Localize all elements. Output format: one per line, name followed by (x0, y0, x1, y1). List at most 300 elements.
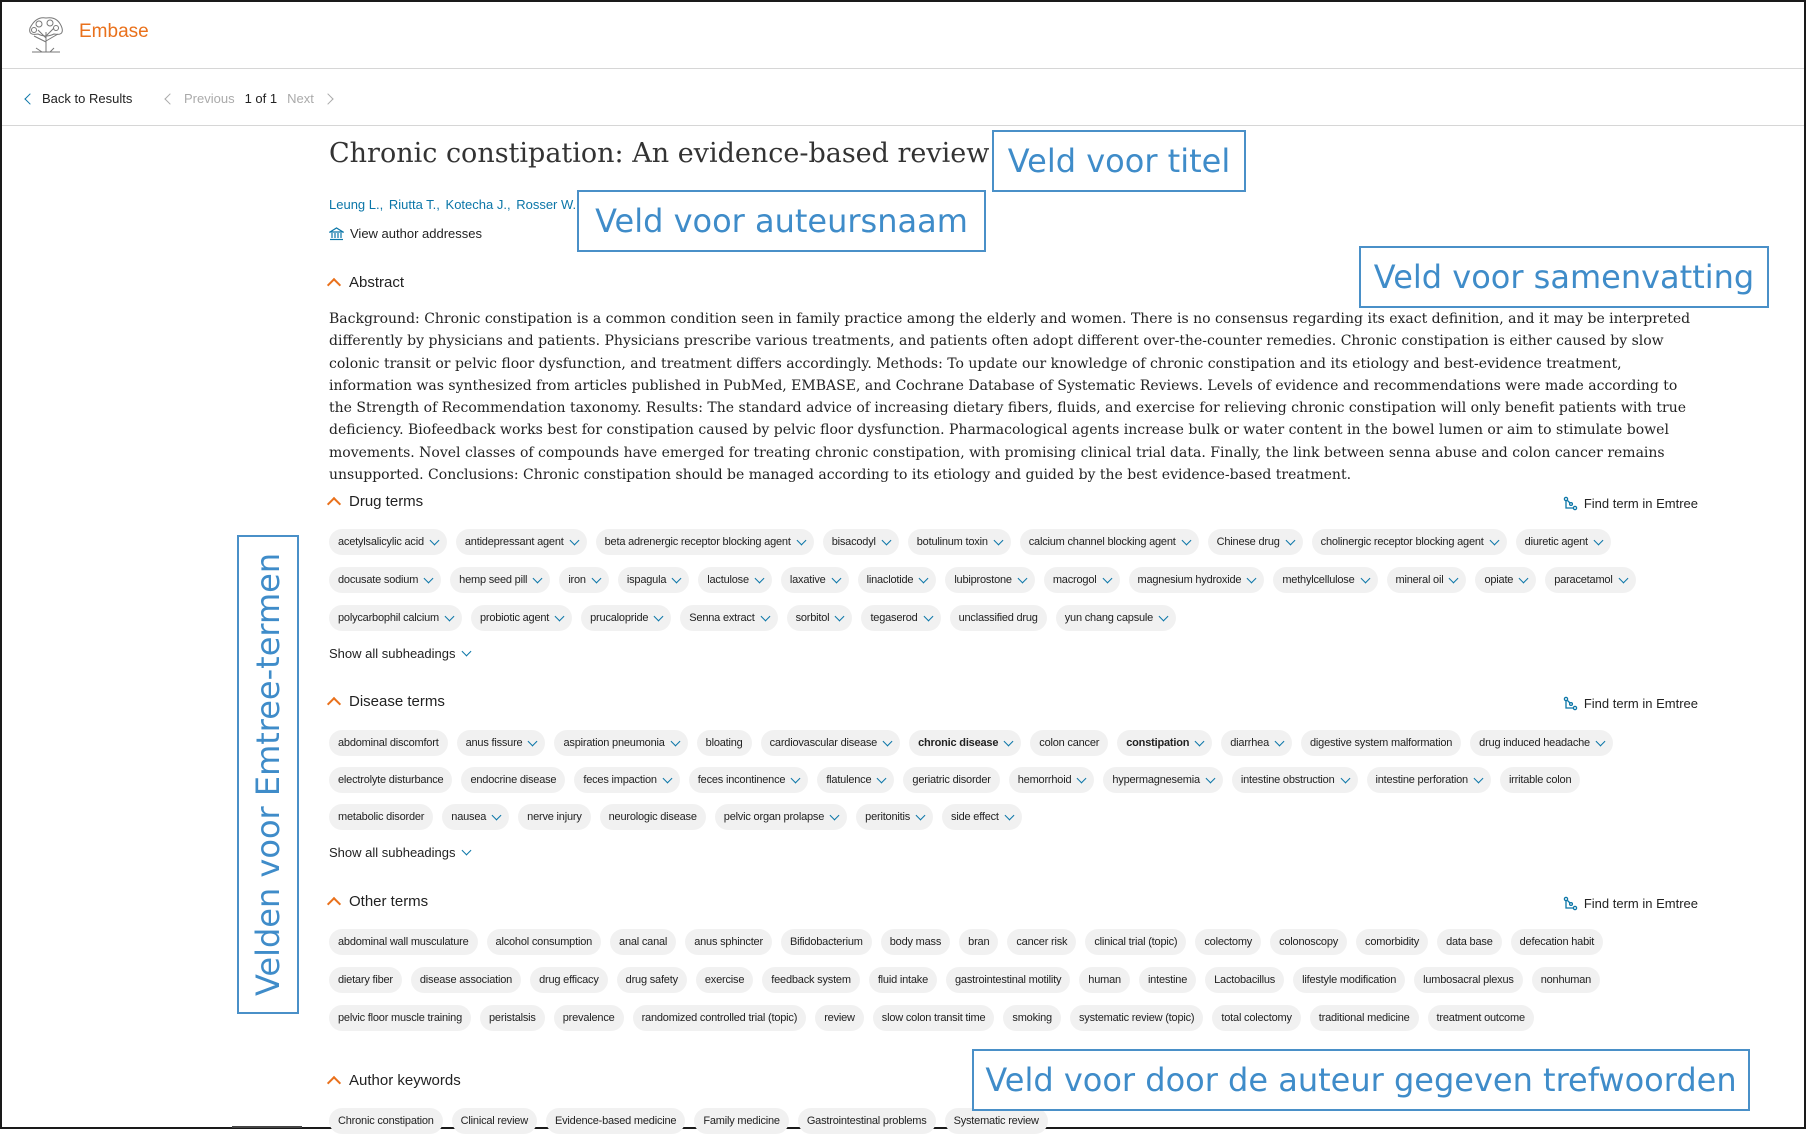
disease-terms-row-1 (329, 730, 1613, 756)
find-term-in-emtree-link[interactable] (1563, 896, 1698, 911)
term-label: constipation (1126, 737, 1190, 749)
term-label: prevalence (562, 1012, 615, 1024)
page-indicator: 1 of 1 (244, 91, 278, 106)
term-chip[interactable] (329, 605, 462, 631)
term-label: hemorrhoid (1017, 774, 1072, 786)
term-label: total colectomy (1221, 1012, 1292, 1024)
term-chip[interactable] (1212, 1005, 1300, 1031)
term-chip[interactable] (1428, 1005, 1534, 1031)
term-label: electrolyte disturbance (338, 774, 444, 786)
show-all-subheadings-label: Show all subheadings (329, 646, 456, 661)
term-label: irritable colon (1508, 774, 1572, 786)
term-chip[interactable] (817, 767, 894, 793)
term-chip[interactable] (1205, 967, 1284, 993)
term-chip[interactable] (1470, 730, 1613, 756)
chevron-down-icon[interactable] (919, 573, 929, 583)
term-chip[interactable] (1511, 929, 1603, 955)
chevron-down-icon[interactable] (754, 573, 764, 583)
find-term-label: Find term in Emtree (1583, 696, 1698, 711)
institution-icon (329, 227, 344, 241)
term-chip[interactable] (554, 730, 687, 756)
term-label: intestine (1147, 974, 1188, 986)
term-label: prucalopride (590, 612, 649, 624)
term-chip[interactable] (457, 730, 546, 756)
keyword-chip[interactable]: Systematic review (945, 1108, 1048, 1134)
chevron-down-icon[interactable] (993, 535, 1003, 545)
term-chip[interactable] (908, 529, 1011, 555)
term-label: anus fissure (465, 737, 523, 749)
term-chip[interactable] (1030, 730, 1108, 756)
term-chip[interactable] (329, 967, 402, 993)
term-chip[interactable] (329, 804, 433, 830)
term-label: Lactobacillus (1214, 974, 1276, 986)
chevron-down-icon (462, 647, 472, 657)
chevron-down-icon[interactable] (672, 573, 682, 583)
next-button[interactable]: Next (287, 91, 314, 106)
chevron-down-icon[interactable] (881, 535, 891, 545)
term-label: bloating (705, 737, 743, 749)
term-chip[interactable] (518, 804, 590, 830)
term-chip[interactable] (945, 567, 1035, 593)
term-chip[interactable] (858, 567, 937, 593)
term-chip[interactable] (450, 567, 550, 593)
term-chip[interactable] (1079, 967, 1130, 993)
term-label: disease association (419, 974, 513, 986)
term-label: alcohol consumption (495, 936, 593, 948)
disease-terms-row-3 (329, 804, 1022, 830)
term-chip[interactable] (1437, 929, 1502, 955)
brand-name[interactable]: Embase (79, 21, 149, 42)
term-label: antidepressant agent (464, 536, 564, 548)
other-terms-heading: Other terms (349, 893, 429, 910)
show-all-subheadings-label: Show all subheadings (329, 845, 456, 860)
term-chip[interactable] (909, 730, 1021, 756)
term-label: unclassified drug (958, 612, 1038, 624)
term-label: nausea (451, 811, 487, 823)
pager (166, 91, 332, 106)
term-chip[interactable] (861, 605, 940, 631)
chevron-down-icon[interactable] (830, 810, 840, 820)
term-chip[interactable] (1003, 1005, 1061, 1031)
term-label: feces incontinence (697, 774, 786, 786)
chevron-down-icon[interactable] (877, 773, 887, 783)
term-chip[interactable] (487, 929, 601, 955)
abstract-text: Background: Chronic constipation is a common condition seen in family practice among the elderly and women. There is no consensus regarding its exact definition, and it may be interpreted differently by physicians and patients. Physicians prescribe various treatments, and patients often adopt different over-the-counter remedies. Chronic constipation is either caused by slow colonic transit or pelvic floor dysfunction, and treatment differs accordingly. Methods: To update our knowledge of chronic constipation and its etiology and best-evidence treatment, information was synthesized from articles published in PubMed, EMBASE, and Cochrane Database of Systematic Reviews. Levels of evidence and recommendations were made according to the Strength of Recommendation taxonomy. Results: The standard advice of increasing dietary fibers, fluids, and exercise for relieving chronic constipation will only benefit patients with true deficiency. Biofeedback works best for constipation caused by pelvic floor dysfunction. Pharmacological agents increase bulk or water content in the bowel lumen or aim to stimulate bowel movements. Novel classes of compounds have emerged for treating chronic constipation, with promising clinical trial data. Finally, the link between senna abuse and colon cancer remains unsupported. Conclusions: Chronic constipation should be managed according to its etiology and guided by the best evidence-based treatment. (329, 311, 1691, 484)
find-term-in-emtree-link[interactable] (1563, 496, 1698, 511)
term-label: iron (568, 574, 586, 586)
term-chip[interactable] (698, 567, 772, 593)
term-label: anus sphincter (694, 936, 763, 948)
term-chip[interactable] (680, 605, 777, 631)
elsevier-tree-logo-icon[interactable] (24, 14, 68, 54)
term-chip[interactable] (1293, 967, 1405, 993)
show-all-subheadings-button[interactable] (329, 845, 470, 860)
term-label: metabolic disorder (338, 811, 425, 823)
chevron-left-icon (24, 93, 35, 104)
chevron-down-icon[interactable] (424, 573, 434, 583)
chevron-down-icon[interactable] (555, 611, 565, 621)
chevron-down-icon[interactable] (923, 611, 933, 621)
term-label: lubiprostone (954, 574, 1012, 586)
author-keywords-row (329, 1108, 1048, 1134)
term-chip[interactable] (633, 1005, 807, 1031)
term-label: slow colon transit time (881, 1012, 986, 1024)
term-chip[interactable] (1208, 529, 1303, 555)
chevron-down-icon[interactable] (1593, 535, 1603, 545)
term-label: geriatric disorder (912, 774, 991, 786)
term-chip[interactable] (581, 605, 671, 631)
chevron-down-icon[interactable] (1247, 573, 1257, 583)
term-chip[interactable] (442, 804, 509, 830)
term-chip[interactable] (1532, 967, 1600, 993)
chevron-down-icon[interactable] (1360, 573, 1370, 583)
chevron-down-icon[interactable] (1004, 736, 1014, 746)
term-chip[interactable] (559, 567, 609, 593)
chevron-right-icon (322, 93, 333, 104)
find-term-label: Find term in Emtree (1583, 496, 1698, 511)
term-label: laxative (789, 574, 826, 586)
other-terms-toggle[interactable] (329, 893, 428, 910)
term-chip[interactable] (329, 529, 447, 555)
term-chip[interactable] (781, 567, 849, 593)
term-label: macrogol (1052, 574, 1097, 586)
term-chip[interactable] (1414, 967, 1523, 993)
term-label: lifestyle modification (1302, 974, 1397, 986)
term-chip[interactable] (329, 929, 478, 955)
chevron-down-icon[interactable] (1340, 773, 1350, 783)
chevron-down-icon[interactable] (492, 810, 502, 820)
chevron-down-icon[interactable] (1285, 535, 1295, 545)
term-chip[interactable] (1273, 567, 1377, 593)
term-label: defecation habit (1519, 936, 1595, 948)
term-chip[interactable] (1270, 929, 1347, 955)
term-label: sorbitol (795, 612, 830, 624)
chevron-down-icon[interactable] (1077, 773, 1087, 783)
term-chip[interactable] (762, 967, 860, 993)
term-chip[interactable] (1129, 567, 1265, 593)
term-chip[interactable] (329, 767, 452, 793)
keyword-chip[interactable]: Gastrointestinal problems (798, 1108, 936, 1134)
term-chip[interactable] (1009, 767, 1095, 793)
term-chip[interactable] (942, 804, 1022, 830)
term-chip[interactable] (903, 767, 999, 793)
term-chip[interactable] (617, 967, 687, 993)
back-to-results-label: Back to Results (42, 91, 133, 106)
chevron-up-icon (327, 697, 341, 711)
term-chip[interactable] (815, 1005, 864, 1031)
term-chip[interactable] (471, 605, 572, 631)
term-chip[interactable] (574, 767, 679, 793)
term-chip[interactable] (456, 529, 587, 555)
disease-terms-row-2 (329, 767, 1580, 793)
chevron-down-icon[interactable] (662, 773, 672, 783)
term-chip[interactable] (689, 767, 809, 793)
term-label: methylcellulose (1282, 574, 1355, 586)
chevron-down-icon[interactable] (1519, 573, 1529, 583)
term-chip[interactable] (1020, 529, 1199, 555)
term-label: probiotic agent (479, 612, 550, 624)
term-label: nerve injury (527, 811, 582, 823)
term-label: intestine perforation (1375, 774, 1468, 786)
term-chip[interactable] (329, 567, 441, 593)
term-chip[interactable] (781, 929, 872, 955)
chevron-up-icon (327, 497, 341, 511)
term-label: hemp seed pill (459, 574, 528, 586)
chevron-down-icon[interactable] (1017, 573, 1027, 583)
chevron-down-icon[interactable] (1102, 573, 1112, 583)
term-label: cancer risk (1016, 936, 1068, 948)
term-chip[interactable] (1301, 730, 1461, 756)
term-label: bisacodyl (831, 536, 876, 548)
chevron-down-icon[interactable] (1596, 736, 1606, 746)
find-term-in-emtree-link[interactable] (1563, 696, 1698, 711)
term-label: aspiration pneumonia (563, 737, 665, 749)
term-label: cardiovascular disease (769, 737, 878, 749)
emtree-tree-icon (1563, 896, 1578, 911)
term-label: hypermagnesemia (1112, 774, 1200, 786)
term-chip[interactable] (856, 804, 933, 830)
term-label: calcium channel blocking agent (1028, 536, 1176, 548)
term-chip[interactable] (461, 767, 565, 793)
term-chip[interactable] (869, 967, 937, 993)
term-chip[interactable] (787, 605, 853, 631)
abstract-heading: Abstract (349, 274, 405, 291)
chevron-down-icon[interactable] (1181, 535, 1191, 545)
term-label: cholinergic receptor blocking agent (1320, 536, 1484, 548)
author-link[interactable]: Riutta T., (388, 197, 440, 212)
term-chip[interactable] (823, 529, 899, 555)
emtree-tree-icon (1563, 496, 1578, 511)
term-chip[interactable] (1545, 567, 1635, 593)
term-chip[interactable] (881, 929, 950, 955)
term-chip[interactable] (600, 804, 706, 830)
other-terms-row-3 (329, 1005, 1534, 1031)
keyword-chip[interactable]: Clinical review (452, 1108, 537, 1134)
term-chip[interactable] (1007, 929, 1076, 955)
term-chip[interactable] (1367, 767, 1491, 793)
term-label: drug efficacy (539, 974, 599, 986)
author-keywords-heading: Author keywords (349, 1072, 461, 1089)
emtree-fields-callout: Velden voor Emtree-termen (237, 535, 299, 1014)
drug-terms-row-1 (329, 529, 1611, 555)
drug-terms-row-2 (329, 567, 1636, 593)
term-label: Chinese drug (1216, 536, 1280, 548)
chevron-down-icon[interactable] (1618, 573, 1628, 583)
term-label: comorbidity (1365, 936, 1420, 948)
drug-terms-toggle[interactable] (329, 493, 423, 510)
term-chip[interactable] (1070, 1005, 1203, 1031)
term-label: neurologic disease (608, 811, 697, 823)
show-all-subheadings-button[interactable] (329, 646, 470, 661)
chevron-down-icon[interactable] (528, 736, 538, 746)
author-link[interactable]: Rosser W. (516, 197, 577, 212)
view-author-addresses-label: View author addresses (350, 226, 483, 241)
term-chip[interactable] (1232, 767, 1358, 793)
term-chip[interactable] (950, 605, 1047, 631)
chevron-left-icon (164, 93, 175, 104)
disease-terms-toggle[interactable] (329, 693, 445, 710)
chevron-down-icon[interactable] (591, 573, 601, 583)
term-label: randomized controlled trial (topic) (641, 1012, 798, 1024)
term-chip[interactable] (946, 967, 1070, 993)
drug-terms-heading: Drug terms (349, 493, 424, 510)
term-label: diuretic agent (1524, 536, 1588, 548)
term-label: lactulose (707, 574, 749, 586)
chevron-down-icon[interactable] (1195, 736, 1205, 746)
term-label: drug induced headache (1479, 737, 1590, 749)
term-chip[interactable] (1387, 567, 1467, 593)
term-label: lumbosacral plexus (1423, 974, 1514, 986)
term-chip[interactable] (1139, 967, 1196, 993)
chevron-down-icon[interactable] (796, 535, 806, 545)
term-chip[interactable] (1500, 767, 1580, 793)
term-label: colon cancer (1039, 737, 1100, 749)
chevron-down-icon[interactable] (1004, 810, 1014, 820)
chevron-down-icon[interactable] (1275, 736, 1285, 746)
chevron-down-icon[interactable] (791, 773, 801, 783)
chevron-down-icon[interactable] (883, 736, 893, 746)
term-label: opiate (1484, 574, 1514, 586)
emtree-tree-icon (1563, 696, 1578, 711)
term-chip[interactable] (1085, 929, 1186, 955)
drug-terms-row-3 (329, 605, 1176, 631)
author-keywords-toggle[interactable] (329, 1072, 461, 1089)
other-terms-row-2 (329, 967, 1600, 993)
chevron-up-icon (327, 278, 341, 292)
term-chip[interactable] (1312, 529, 1507, 555)
term-label: beta adrenergic receptor blocking agent (604, 536, 791, 548)
term-chip[interactable] (480, 1005, 545, 1031)
chevron-down-icon[interactable] (1159, 611, 1169, 621)
chevron-down-icon[interactable] (760, 611, 770, 621)
term-chip[interactable] (329, 1005, 471, 1031)
term-label: treatment outcome (1436, 1012, 1525, 1024)
term-label: peristalsis (489, 1012, 536, 1024)
term-label: abdominal discomfort (338, 737, 439, 749)
term-chip[interactable] (1044, 567, 1120, 593)
term-label: review (824, 1012, 855, 1024)
term-label: botulinum toxin (916, 536, 988, 548)
term-label: acetylsalicylic acid (338, 536, 424, 548)
term-chip[interactable] (618, 567, 689, 593)
term-label: linaclotide (866, 574, 914, 586)
abstract-toggle[interactable] (329, 274, 404, 291)
chevron-down-icon[interactable] (1489, 535, 1499, 545)
term-label: traditional medicine (1318, 1012, 1410, 1024)
term-label: paracetamol (1554, 574, 1613, 586)
term-chip[interactable] (1475, 567, 1536, 593)
term-label: drug safety (625, 974, 678, 986)
term-chip[interactable] (1310, 1005, 1419, 1031)
view-author-addresses-link[interactable] (329, 226, 482, 241)
chevron-down-icon[interactable] (1449, 573, 1459, 583)
chevron-down-icon[interactable] (1473, 773, 1483, 783)
term-label: fluid intake (877, 974, 929, 986)
term-label: feedback system (771, 974, 851, 986)
term-chip[interactable] (697, 730, 752, 756)
term-label: human (1088, 974, 1121, 986)
term-label: flatulence (826, 774, 872, 786)
term-chip[interactable] (715, 804, 847, 830)
term-chip[interactable] (554, 1005, 624, 1031)
term-chip[interactable] (873, 1005, 995, 1031)
author-link[interactable]: Kotecha J., (445, 197, 511, 212)
term-chip[interactable] (1195, 929, 1261, 955)
term-chip[interactable] (1516, 529, 1611, 555)
chevron-down-icon[interactable] (654, 611, 664, 621)
term-label: systematic review (topic) (1078, 1012, 1195, 1024)
author-link[interactable]: Leung L., (329, 197, 384, 212)
term-label: digestive system malformation (1310, 737, 1453, 749)
chevron-down-icon[interactable] (916, 810, 926, 820)
back-to-results-link[interactable] (26, 91, 132, 106)
term-chip[interactable] (696, 967, 753, 993)
term-label: yun chang capsule (1064, 612, 1154, 624)
term-label: magnesium hydroxide (1137, 574, 1242, 586)
result-navigation-bar (2, 69, 1804, 126)
term-label: Bifidobacterium (789, 936, 863, 948)
chevron-down-icon[interactable] (670, 736, 680, 746)
term-label: colectomy (1204, 936, 1253, 948)
term-label: tegaserod (870, 612, 918, 624)
keyword-chip[interactable]: Evidence-based medicine (546, 1108, 685, 1134)
term-chip[interactable] (685, 929, 772, 955)
chevron-down-icon[interactable] (569, 535, 579, 545)
term-chip[interactable] (329, 730, 448, 756)
term-chip[interactable] (1356, 929, 1428, 955)
term-chip[interactable] (1056, 605, 1176, 631)
term-chip[interactable] (959, 929, 998, 955)
chevron-up-icon (327, 897, 341, 911)
term-chip[interactable] (610, 929, 676, 955)
chevron-down-icon[interactable] (1205, 773, 1215, 783)
title-field-callout: Veld voor titel (992, 130, 1246, 192)
term-chip[interactable] (1103, 767, 1223, 793)
disease-terms-heading: Disease terms (349, 693, 445, 710)
chevron-down-icon[interactable] (445, 611, 455, 621)
chevron-up-icon (327, 1076, 341, 1090)
chevron-down-icon[interactable] (429, 535, 439, 545)
author-list (329, 197, 578, 212)
term-chip[interactable] (411, 967, 521, 993)
term-label: ispagula (626, 574, 667, 586)
term-label: pelvic floor muscle training (338, 1012, 463, 1024)
term-label: body mass (889, 936, 942, 948)
term-chip[interactable] (530, 967, 608, 993)
term-chip[interactable] (1117, 730, 1212, 756)
scrollbar-thumb[interactable] (232, 1126, 302, 1128)
term-label: bran (968, 936, 990, 948)
chevron-down-icon[interactable] (533, 573, 543, 583)
keyword-chip[interactable]: Family medicine (694, 1108, 788, 1134)
keyword-chip[interactable]: Chronic constipation (329, 1108, 443, 1134)
term-label: endocrine disease (470, 774, 557, 786)
term-label: gastrointestinal motility (955, 974, 1062, 986)
term-chip[interactable] (596, 529, 814, 555)
term-label: Senna extract (689, 612, 755, 624)
term-chip[interactable] (761, 730, 901, 756)
chevron-down-icon[interactable] (835, 611, 845, 621)
article-title: Chronic constipation: An evidence-based review (329, 138, 990, 169)
term-label: peritonitis (865, 811, 911, 823)
previous-button[interactable]: Previous (184, 91, 235, 106)
term-label: nonhuman (1540, 974, 1592, 986)
term-chip[interactable] (1221, 730, 1292, 756)
term-label: abdominal wall musculature (338, 936, 469, 948)
term-label: polycarbophil calcium (338, 612, 439, 624)
term-label: feces impaction (583, 774, 657, 786)
chevron-down-icon[interactable] (831, 573, 841, 583)
